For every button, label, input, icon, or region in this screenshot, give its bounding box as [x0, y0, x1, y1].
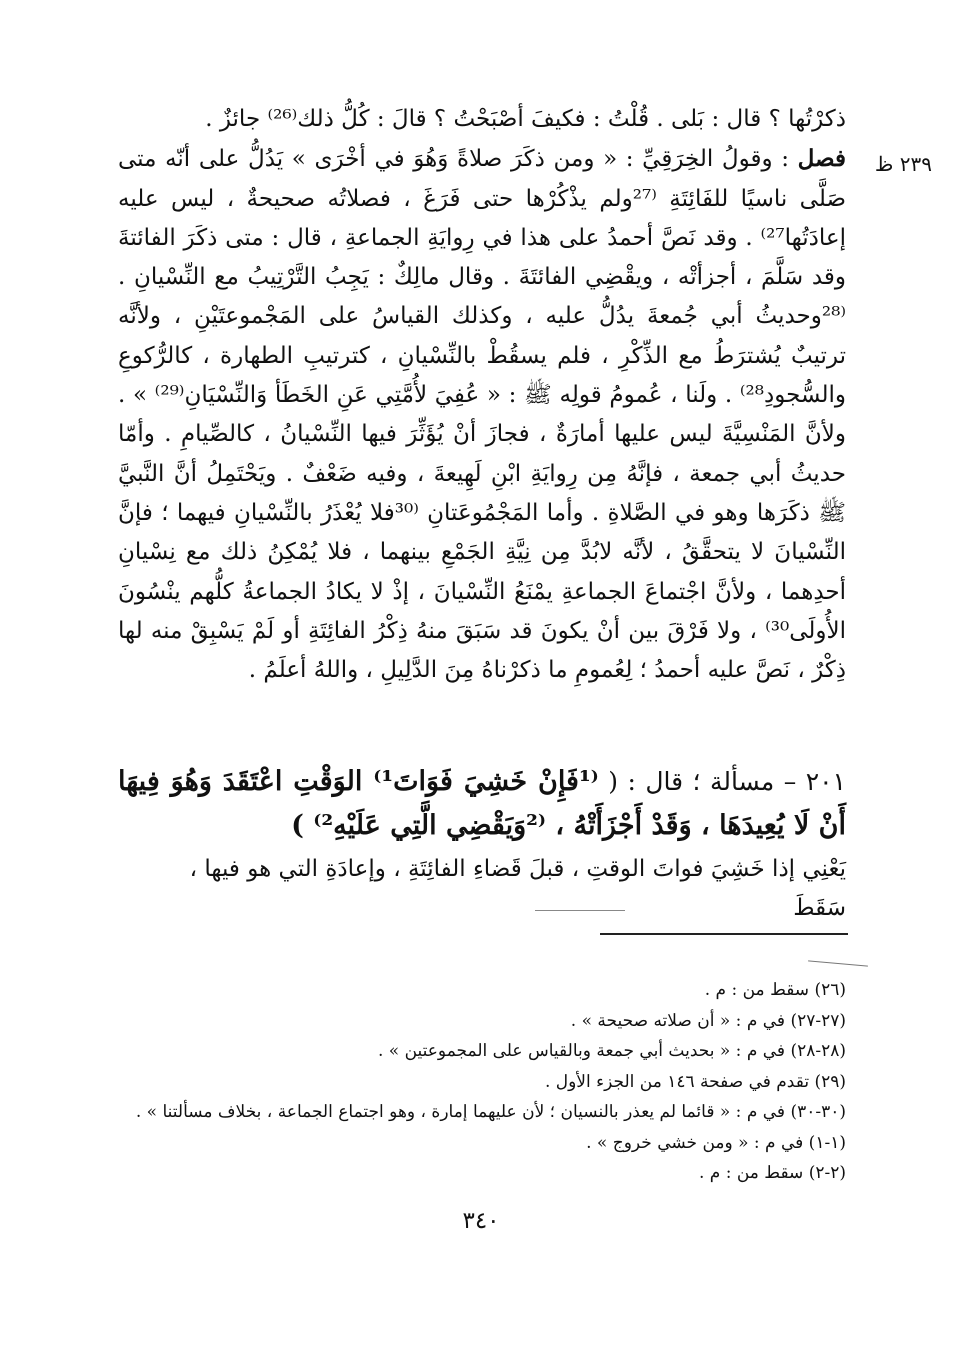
footnote-item: (٢٨-٢٨) في م : « بحديث أبي جمعة وبالقياس على المجموعتين » . — [377, 1041, 846, 1061]
masala-number: ٢٠١ — [805, 767, 846, 796]
masala-label: – مسألة ؛ قال : ( — [598, 767, 806, 796]
page-number: ٣٤٠ — [462, 1208, 500, 1234]
footnotes — [135, 975, 846, 1189]
intro-line: ذكرْتُها ؟ قال : بَلى . قُلْتُ : فكيفَ أصْبَحْتُ ؟ قالَ : كُلُّ ذلك⁽²⁶⁾ جائزٌ . — [205, 106, 846, 132]
fasl-heading: فصل — [797, 145, 846, 173]
footnote-separator — [600, 933, 848, 935]
footnote-item: (١-١) في م : « ومن خشي خروج » . — [586, 1132, 846, 1153]
fasl-text: : وقولُ الخِرَقِيِّ : « ومن ذكَرَ صلاةً وَهُوَ في أخْرَى » يَدُلُّ على أنّه متى صَلَّى ناسيًا للفَائِتَةِ ⁽²⁷ولم يذْكُرْها حتى فَرَغَ ، فصلاتُه صحيحةٌ ، ليس عليه إعادَتُها²⁷⁾ . وقد نَصَّ أحمدُ على هذا في رِوايَةِ الجماعةِ ، قال : متى ذكَرَ الفائتةَ وقد سَلَّمَ ، أجزأتْه ، ويقْضِي الفائتَةَ . وقال مالِكٌ : يَجِبُ التَّرْتِيبُ مع النِّسْيانِ . ⁽²⁸وحديثُ أبي جُمعةَ يدُلُّ عليه ، وكذلك القياسُ على المَجْموعتَيْنِ ، ولأنَّه ترتيبٌ يُشترَطُ مع الذِّكْرِ ، فلم يسقُطْ بالنِّسْيانِ ، كترتيبِ الطهارة ، كالرُّكوعِ والسُّجودِ²⁸⁾ . ولَنا ، عُمومُ قولِه ﷺ : « عُفِيَ لأُمَّتِي عَنِ الخَطَأ وَالنِّسْيَانِ⁽²⁹⁾ » . ولأنَّ المَنْسِيَّةَ ليس عليها أمارَةٌ ، فجازَ أنْ يُؤَثِّرَ فيها النِّسْيانُ ، كالصِّيامِ . وأمّا حديثُ أبي جمعة ، فإنَّهُ مِن رِوايَةِ ابْنِ لَهِيعةَ ، وفيه ضَعْفٌ . ويَحْتَمِلُ أنَّ النَّبيَّ ﷺ ذكَرَها وهو في الصَّلاةِ . وأما المَجْمُوعَتانِ ⁽³⁰فلا يُعْذَرُ بالنِّسْيانِ فيهما ؛ فإنَّ النِّسْيانَ لا يتحقَّقُ ، لأنَّه لابُدَّ مِن نِيَّةِ الجَمْعِ بينهما ، فلا يُمْكِنُ ذلك مع نِسْيانِ أحدِهما ، ولأنَّ اجْتماعَ الجماعةِ يمْنَعُ النِّسْيانَ ، إذْ لا يكادُ الجماعةُ كلُّهم ينْسُونَ الأُولَى³⁰⁾ ، ولا فَرْقَ بين أنْ يكونَ قد سَبَقَ منهُ ذِكْرُ الفائِتَةِ أو لَمْ يَسْبِقْ منه لها ذِكْرٌ ، نَصَّ عليه أحمدُ ؛ لِعُمومِ ما ذكرْناهُ مِنَ الدَّلِيلِ ، واللهُ أعلَمُ . — [118, 146, 846, 684]
masala-block — [118, 760, 846, 848]
explanation-line: يَعْنِي إذا خَشِيَ فواتَ الوقتِ ، قبلَ قَضاءِ الفائِتَةِ ، وإعادَةِ التي هو فيها ، سَقَطَ — [189, 856, 846, 921]
masala-text: ⁽¹فَإِنْ خَشِيَ فَوَاتَ¹⁾ الوَقْتِ اعْتَقَدَ وَهُوَ فِيهَا أَنْ لَا يُعِيدَهَا ، وَقَدْ أَجْزَأَتْهُ ، ⁽²وَيَقْضِي الَّتِي عَلَيْهِ²⁾ ) — [118, 766, 846, 841]
main-text — [118, 100, 846, 690]
footnote-item: (٢-٢) سقط من : م . — [698, 1163, 846, 1183]
separator-short — [535, 910, 625, 911]
footnote-item: (٢٩) تقدم في صفحة ١٤٦ من الجزء الأول . — [544, 1071, 846, 1092]
footnote-item: (٣٠-٣٠) في م : « قائما لم يعذر بالنسيان ؛ لأن عليهما إمارة ، وهو اجتماع الجماعة ، بخلاف مسألتنا » . — [135, 1102, 846, 1122]
separator-tail — [808, 960, 868, 966]
folio-margin-note: ٢٣٩ ظ — [874, 152, 932, 176]
fasl-paragraph — [118, 139, 846, 690]
footnote-item: (٢٧-٢٧) في م : « أن صلاته صحيحة » . — [570, 1010, 846, 1031]
footnote-item: (٢٦) سقط من : م . — [704, 980, 846, 1000]
